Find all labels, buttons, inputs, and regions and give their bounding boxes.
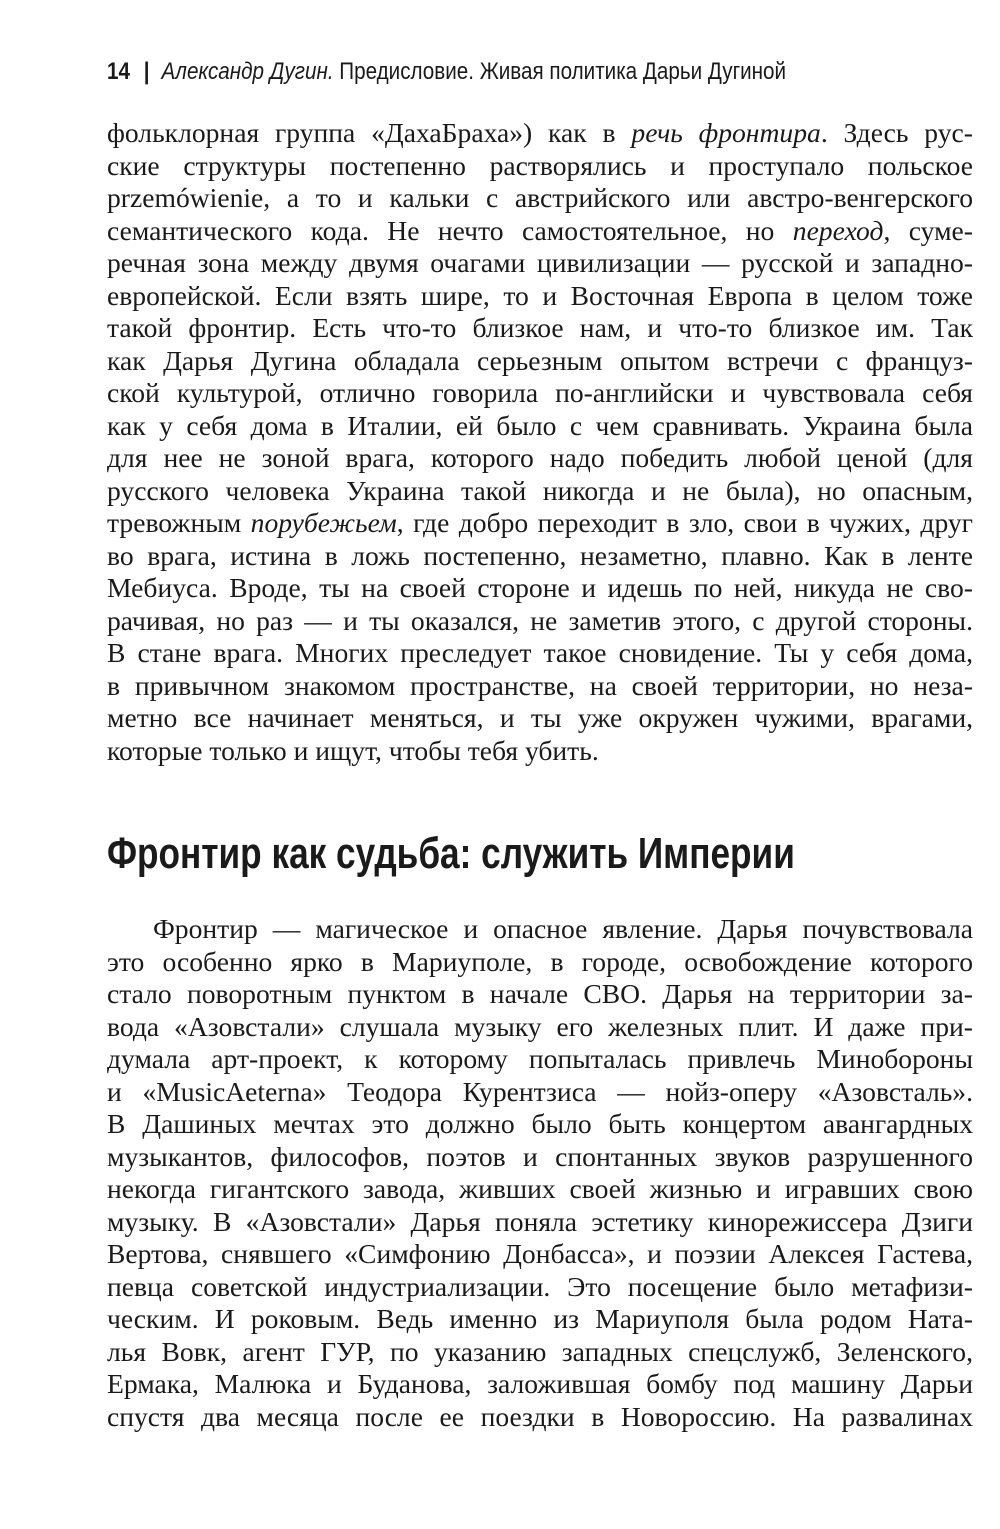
text-line	[107, 377, 973, 410]
text-line	[107, 182, 973, 215]
running-header	[107, 56, 847, 88]
text-segment: рачивая, но раз — и ты оказался, не заметив этого, с другой стороны.	[107, 604, 973, 636]
text-line: Фронтир — магическое и опасное явление. Дарья почувствовала	[153, 913, 973, 944]
header-author: Александр Дугин.	[161, 58, 334, 85]
text-segment: , суме-	[883, 214, 973, 246]
text-segment: как у себя дома в Италии, ей было с чем сравнивать. Украина была	[107, 409, 973, 441]
text-segment: речная зона между двумя очагами цивилизации — русской и западно-	[107, 247, 973, 278]
text-segment: русского человека Украина такой никогда и не была), но опасным,	[107, 474, 973, 506]
text-line: вода «Азовстали» слушала музыку его железных плит. И даже при-	[107, 1010, 973, 1042]
italic-term: порубежьем	[250, 507, 397, 538]
text-line: музыкантов, философов, поэтов и спонтанных звуков разрушенного	[107, 1140, 973, 1172]
text-line: ческим. И роковым. Ведь именно из Мариуполя была родом Ната-	[107, 1303, 973, 1334]
text-segment: фольклорная группа «ДахаБраха») как в	[107, 117, 632, 148]
text-segment: которые только и ищут, чтобы тебя убить.	[107, 734, 599, 766]
text-segment: . Здесь рус-	[820, 117, 973, 148]
paragraph-1	[107, 117, 973, 767]
text-segment: В стане врага. Многих преследует такое сновидение. Ты у себя дома,	[107, 637, 973, 668]
text-line: спустя два месяца после ее поездки в Новороссию. На развалинах	[107, 1400, 973, 1432]
text-segment: в привычном знакомом пространстве, на своей территории, но неза-	[107, 669, 973, 701]
text-line	[107, 670, 973, 703]
text-line: музыку. В «Азовстали» Дарья поняла эстетику кинорежиссера Дзиги	[107, 1205, 973, 1237]
text-line	[107, 117, 973, 150]
text-line: стало поворотным пунктом в начале СВО. Дарья на территории за-	[107, 978, 973, 1009]
text-segment: , где добро переходит в зло, свои в чужих, друг	[396, 507, 973, 538]
text-segment: przemówienie, а то и кальки с австрийского или австро-венгерского	[107, 182, 973, 213]
section-heading: Фронтир как судьба: служить Империи	[107, 829, 795, 878]
text-segment: европейской. Если взять шире, то и Восточная Европа в целом тоже	[107, 279, 973, 311]
text-line: некогда гигантского завода, живших своей жизнью и игравших свою	[107, 1173, 973, 1204]
text-line: Вертова, снявшего «Симфонию Донбасса», и поэзии Алексея Гастева,	[107, 1238, 973, 1269]
text-line	[107, 605, 973, 638]
text-line	[107, 637, 973, 670]
header-separator: |	[143, 58, 150, 85]
text-segment: ские структуры постепенно растворялись и проступало польское	[107, 149, 973, 181]
text-segment: Мебиуса. Вроде, ты на своей стороне и идешь по ней, никуда не сво-	[107, 572, 973, 603]
text-line	[107, 735, 973, 768]
text-line	[107, 540, 973, 573]
text-segment: для нее не зоной врага, которого надо победить любой ценой (для	[107, 442, 973, 473]
text-segment: во врага, истина в ложь постепенно, незаметно, плавно. Как в ленте	[107, 539, 973, 571]
text-line	[107, 475, 973, 508]
text-line	[107, 280, 973, 313]
text-segment: как Дарья Дугина обладала серьезным опытом встречи с француз-	[107, 344, 973, 376]
paragraph-2	[107, 913, 973, 1433]
italic-term: речь фронтира	[631, 117, 821, 148]
text-line: думала арт-проект, к которому попыталась привлечь Минобороны	[107, 1043, 973, 1074]
text-line	[107, 247, 973, 280]
text-segment: метно все начинает меняться, и ты уже окружен чужими, врагами,	[107, 702, 973, 733]
text-line	[107, 442, 973, 475]
text-line	[107, 507, 973, 540]
text-segment: ской культурой, отлично говорила по-английски и чувствовала себя	[107, 377, 973, 408]
text-line	[107, 312, 973, 345]
text-line	[107, 215, 973, 248]
page-number: 14	[107, 58, 130, 85]
text-line	[107, 345, 973, 378]
text-segment: тревожным	[107, 507, 251, 538]
text-segment: такой фронтир. Есть что-то близкое нам, и что-то близкое им. Так	[107, 312, 973, 343]
text-line: и «MusicAeterna» Теодора Курентзиса — нойз-оперу «Азовсталь».	[107, 1075, 973, 1107]
italic-term: переход	[792, 214, 884, 246]
text-line	[107, 410, 973, 443]
text-line: это особенно ярко в Мариуполе, в городе, освобождение которого	[107, 945, 973, 977]
text-line	[107, 150, 973, 183]
text-line: лья Вовк, агент ГУР, по указанию западных спецслужб, Зеленского,	[107, 1335, 973, 1367]
header-title: Предисловие. Живая политика Дарьи Дугиной	[339, 58, 787, 85]
text-segment: семантического кода. Не нечто самостоятельное, но	[107, 214, 793, 246]
text-line: певца советской индустриализации. Это посещение было метафизи-	[107, 1270, 973, 1302]
text-line	[107, 572, 973, 605]
text-line: В Дашиных мечтах это должно было быть концертом авангардных	[107, 1108, 973, 1139]
text-line	[107, 702, 973, 735]
text-line: Ермака, Малюка и Буданова, заложившая бомбу под машину Дарьи	[107, 1368, 973, 1399]
